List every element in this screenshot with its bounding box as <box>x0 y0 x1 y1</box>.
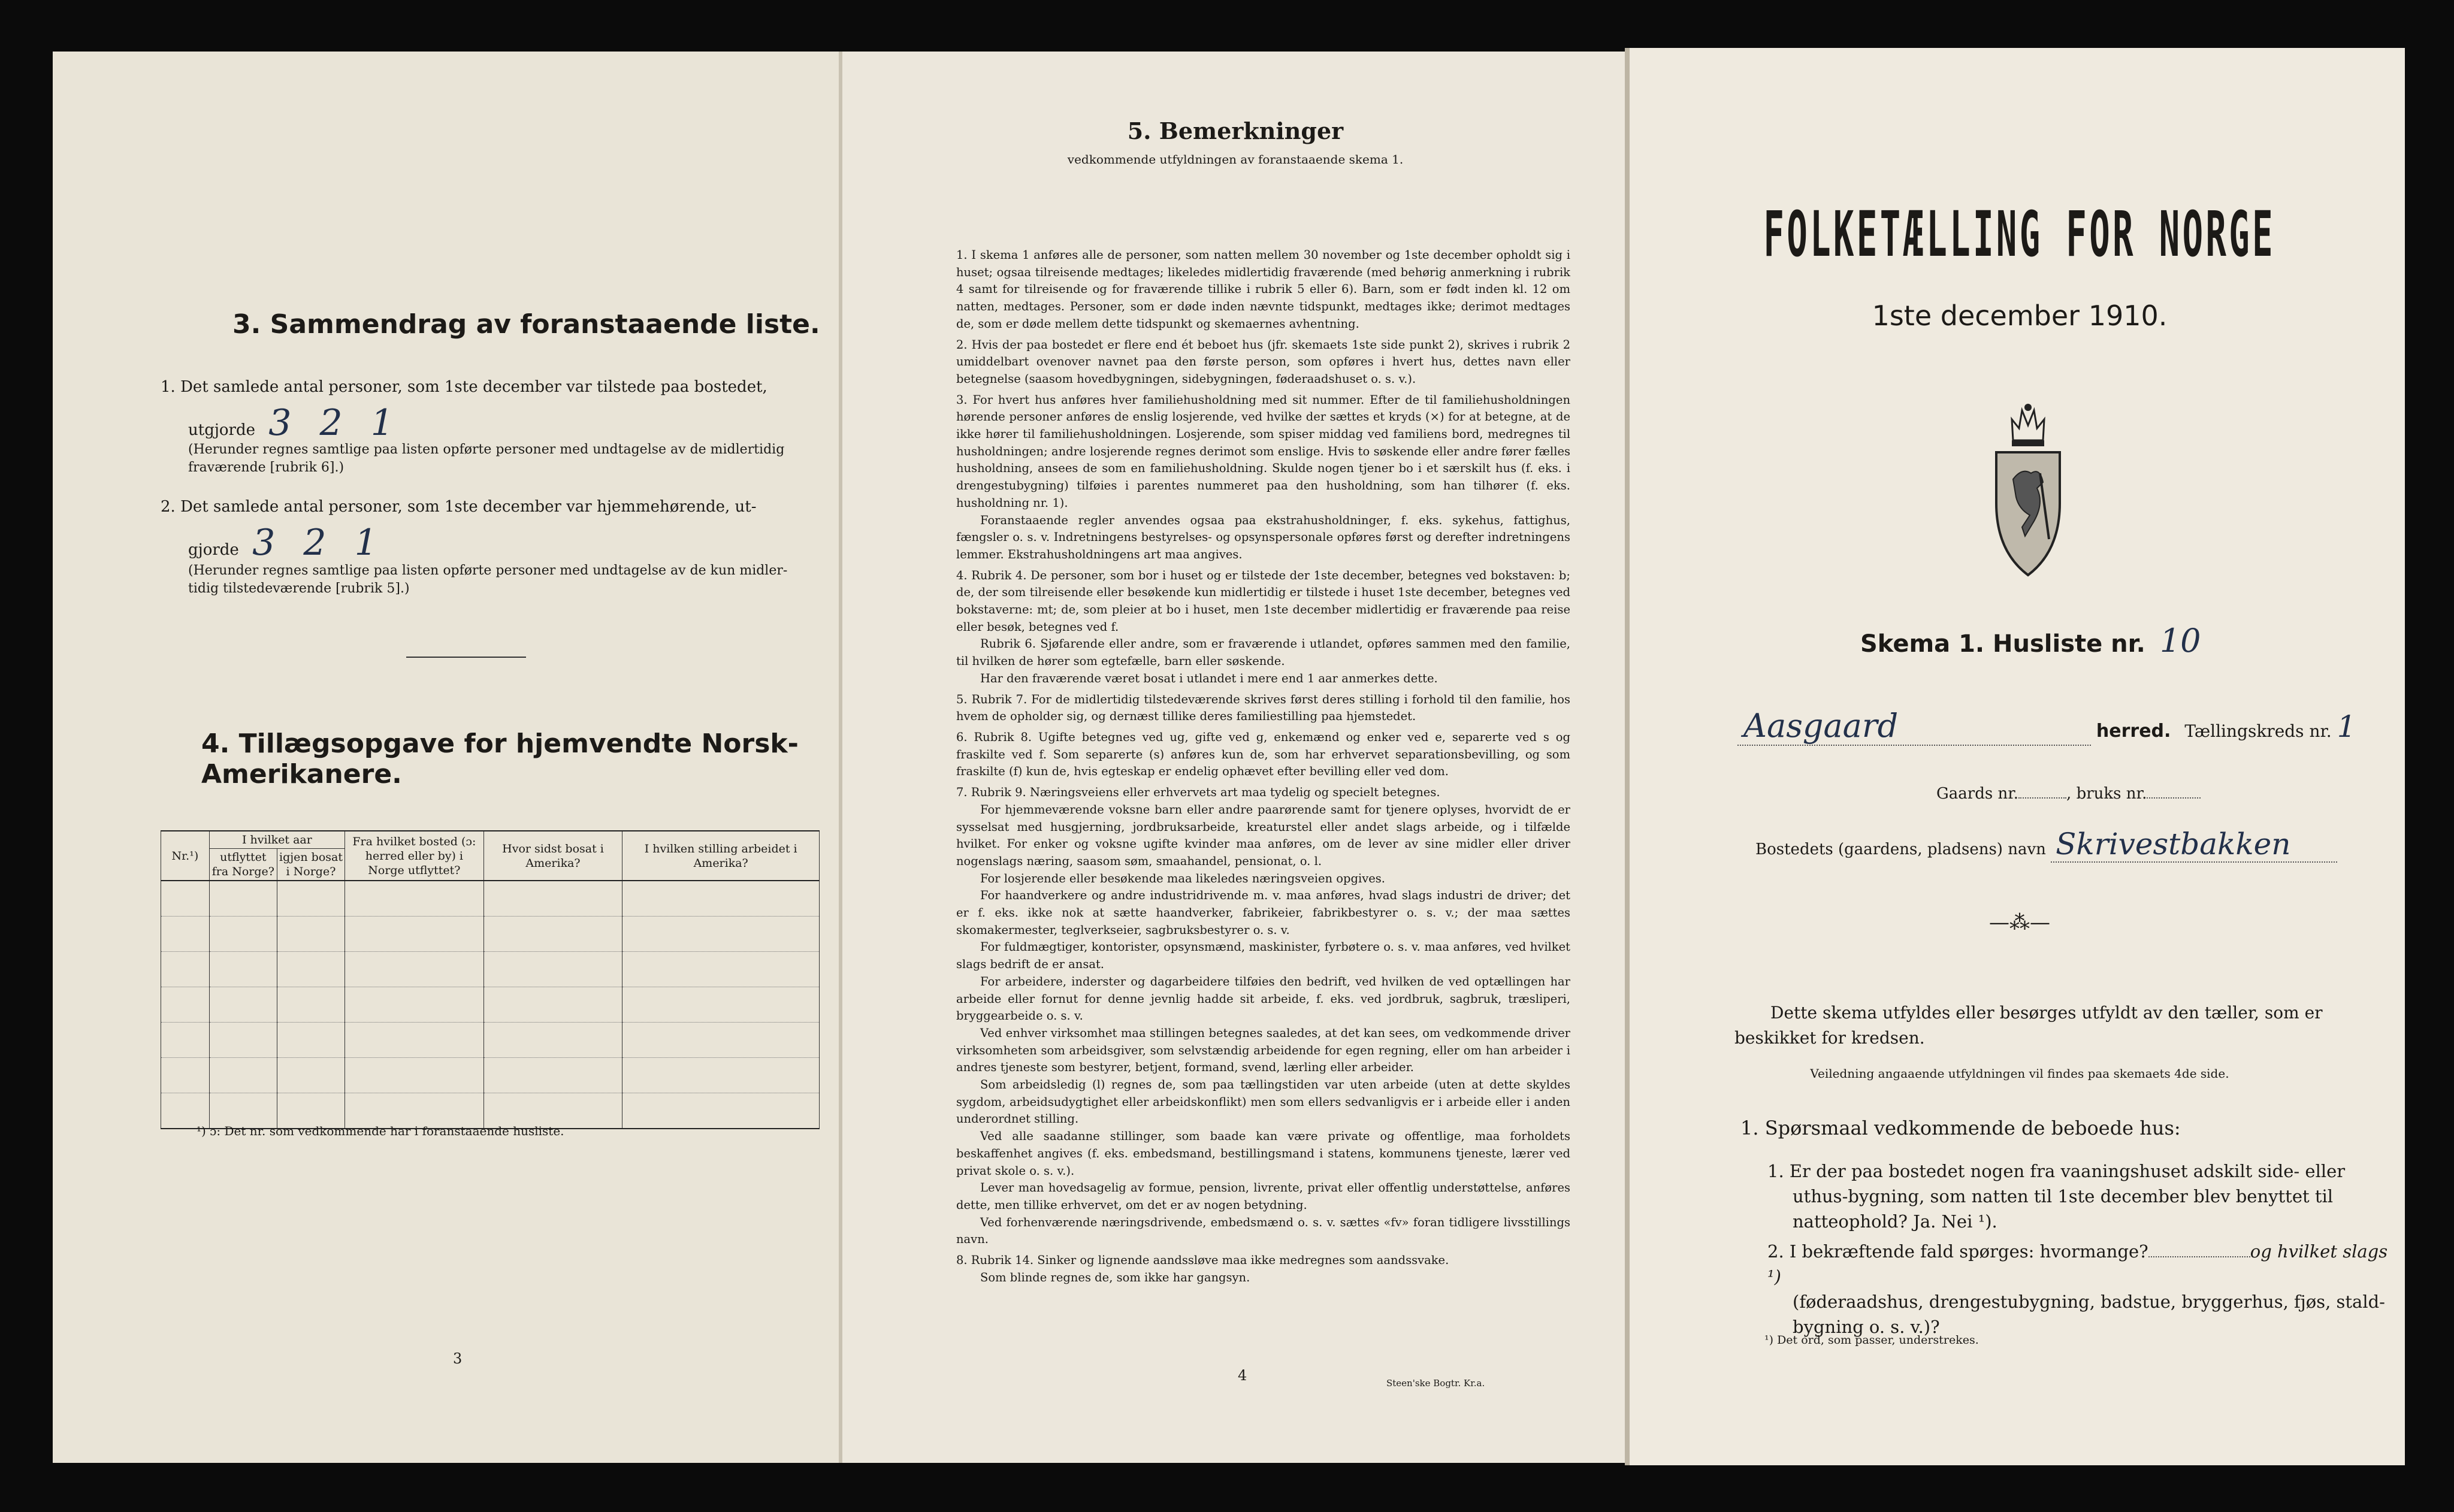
remark-paragraph: For losjerende eller besøkende maa likeledes næringsveien opgives. <box>980 871 1385 885</box>
census-date: 1ste december 1910. <box>1872 300 2168 332</box>
q2-line1b: og hvilket slags ¹) <box>1767 1241 2388 1287</box>
remarks-body <box>956 243 1570 1286</box>
q2-line1: 2. I bekræftende fald spørges: hvormange? <box>1767 1241 2148 1262</box>
remark-paragraph: For arbeidere, inderster og dagarbeidere tilføies den bedrift, ved hvilken de ved optællingen har arbeide eller fornut for denne jevnlig hadde sit arbeide, f. eks. ved jordbruk, sagbruk, træsliperi, bryggearbeide o. s. v. <box>956 974 1570 1023</box>
remarks-title: 5. Bemerkninger <box>1127 117 1344 144</box>
remark-paragraph: Som arbeidsledig (l) regnes de, som paa tællingstiden var uten arbeide (uten at dette skyldes sygdom, arbeidsudygtighet eller arbeidskonflikt) men som ellers sedvanligvis er i arbeide eller i anden underordnet stilling. <box>956 1078 1570 1126</box>
remark-paragraph: Ved alle saadanne stillinger, som baade kan være private og offentlige, maa forholdets beskaffenhet angives (f. eks. embedsmand, bestillingsmand i statens, kommunens tjeneste, lærer ved privat skole o. s. v.). <box>956 1129 1570 1178</box>
col-utflyttet: utflyttet fra Norge? <box>209 849 277 881</box>
table-row <box>161 1023 820 1058</box>
remark-paragraph: 7. Rubrik 9. Næringsveiens eller erhvervets art maa tydelig og specielt betegnes. <box>956 785 1440 800</box>
col-nr: Nr.¹) <box>161 831 210 881</box>
remark-paragraph: Rubrik 6. Sjøfarende eller andre, som er fraværende i utlandet, opføres sammen med den familie, til hvilken de hører som egtefælle, barn eller søskende. <box>956 637 1570 669</box>
q1-line2: uthus-bygning, som natten til 1ste december blev benyttet til <box>1793 1186 2334 1206</box>
right-page <box>1625 48 2405 1465</box>
item1-note2: fraværende [rubrik 6].) <box>188 460 344 475</box>
gaards-line: Gaards nr. , bruks nr. <box>1936 785 2201 803</box>
middle-page <box>839 52 1625 1463</box>
table-row <box>161 917 820 952</box>
col-fra-bosted: Fra hvilket bosted (ɔ: herred eller by) i Norge utflyttet? <box>345 831 484 881</box>
ornament: —⁂— <box>1989 911 2050 935</box>
section3-title: 3. Sammendrag av foranstaaende liste. <box>232 309 820 340</box>
bosted-line <box>1755 827 2390 863</box>
remark-paragraph: Som blinde regnes de, som ikke har gangsyn. <box>980 1270 1250 1284</box>
table-row <box>161 1058 820 1093</box>
item2-value: 3 2 1 <box>252 522 386 564</box>
col-stilling: I hvilken stilling arbeidet i Amerika? <box>622 831 820 881</box>
section4-title: 4. Tillægsopgave for hjemvendte Norsk-Amerikanere. <box>201 728 799 790</box>
remark-paragraph: Ved enhver virksomhet maa stillingen betegnes saaledes, at det kan sees, om vedkommende driver virksomheten som arbeidsgiver, som selvstændig arbeidende for egen regning, eller om han arbeider i andres tjeneste som bestyrer, betjent, formand, svend, lærling eller arbeider. <box>956 1026 1570 1075</box>
item2-note1: (Herunder regnes samtlige paa listen opførte personer med undtagelse av de kun midler- <box>188 563 788 578</box>
col-hvor-bosat: Hvor sidst bosat i Amerika? <box>483 831 622 881</box>
remark-paragraph: 1. I skema 1 anføres alle de personer, som natten mellem 30 november og 1ste december opholdt sig i huset; ogsaa tilreisende medtages; likeledes midlertidig fraværende (med behørig anmerkning i rubrik 4 samt for tilreisende og for fraværende tillike i rubrik 5 eller 6). Barn, som er født inden kl. 12 om natten, medtages. Personer, som er døde inden nævnte tidspunkt, medtages ikke; derimot medtages de, som er døde mellem dette tidspunkt og skemaernes avhentning. <box>956 248 1570 331</box>
table-row <box>161 952 820 987</box>
question-2 <box>1767 1239 2390 1339</box>
remark-paragraph: Foranstaaende regler anvendes ogsaa paa ekstrahusholdninger, f. eks. sykehus, fattighus, fængsler o. s. v. Indretningens bestyrelses- og opsynspersonale opføres først og derefter indretningens lemmer. Ekstrahusholdningens art maa angives. <box>956 513 1570 561</box>
table-row <box>161 987 820 1023</box>
remark-paragraph: 6. Rubrik 8. Ugifte betegnes ved ug, gifte ved g, enkemænd og enker ved e, separerte ved s og fraskilte ved f. Som separerte (s) anføres kun de, som har erhvervet separationsbevilling, og som fraskilte (f) kun de, hvis egteskap er endelig ophævet efter bevilling eller ved dom. <box>956 730 1570 779</box>
q1-line1: 1. Er der paa bostedet nogen fra vaaningshuset adskilt side- eller <box>1767 1161 2346 1181</box>
remark-paragraph: Lever man hovedsagelig av formue, pension, livrente, privat eller offentlig understøttelse, anføres dette, men tillike erhvervet, om det er av nogen betydning. <box>956 1181 1570 1212</box>
intro-line1: Dette skema utfyldes eller besørges utfyldt av den tæller, som er <box>1770 1003 2323 1023</box>
census-title: FOLKETÆLLING FOR NORGE <box>1763 198 2276 271</box>
remark-paragraph: Har den fraværende været bosat i utlandet i mere end 1 aar anmerkes dette. <box>980 671 1438 685</box>
herred-label: herred. <box>2096 721 2171 742</box>
veiledning-note: Veiledning angaaende utfyldningen vil findes paa skemaets 4de side. <box>1810 1066 2229 1081</box>
coat-of-arms-icon <box>1989 383 2067 581</box>
item1-note1: (Herunder regnes samtlige paa listen opførte personer med undtagelse av de midlertidig <box>188 442 785 457</box>
remark-paragraph: Ved forhenværende næringsdrivende, embedsmænd o. s. v. sættes «fv» foran tidligere livsstillings navn. <box>956 1215 1570 1247</box>
item1-value: 3 2 1 <box>268 402 402 444</box>
item2-line2 <box>188 522 386 564</box>
left-page <box>53 52 839 1463</box>
bosted-value: Skrivestbakken <box>2051 827 2337 863</box>
krets-value: 1 <box>2337 709 2356 744</box>
item1-line2 <box>188 402 402 444</box>
q2-line2: (føderaadshus, drengestubygning, badstue, bryggerhus, fjøs, stald- <box>1793 1292 2385 1312</box>
husliste-nr: 10 <box>2159 622 2201 660</box>
herred-line <box>1737 707 2396 746</box>
herred-value: Aasgaard <box>1737 707 2091 746</box>
item2-note2: tidig tilstedeværende [rubrik 5].) <box>188 581 410 596</box>
printer-mark: Steen'ske Bogtr. Kr.a. <box>1386 1378 1485 1389</box>
krets-label: Tællingskreds nr. <box>2184 721 2332 741</box>
remark-paragraph: 2. Hvis der paa bostedet er flere end ét beboet hus (jfr. skemaets 1ste side punkt 2), skrives i rubrik 2 umiddelbart ovenover navnet paa den første person, som opføres i hvert hus, dettes navn eller betegnelse (saasom hovedbygningen, sidebygningen, føderaadshuset o. s. v.). <box>956 337 1570 386</box>
norsk-amerikaner-table <box>161 830 820 1129</box>
bruks-label: bruks nr. <box>2076 785 2147 803</box>
intro-text <box>1734 1000 2370 1051</box>
q2-line3: bygning o. s. v.)? <box>1793 1317 1940 1337</box>
question-1 <box>1767 1159 2379 1234</box>
right-footnote: ¹) Det ord, som passer, understrekes. <box>1764 1333 1979 1347</box>
remarks-subtitle: vedkommende utfyldningen av foranstaaende skema 1. <box>1067 152 1404 167</box>
table-footnote: ¹) ɔ: Det nr. som vedkommende har i foranstaaende husliste. <box>197 1124 564 1138</box>
intro-line2: beskikket for kredsen. <box>1734 1028 1925 1048</box>
bosted-label: Bostedets (gaardens, pladsens) navn <box>1755 840 2046 858</box>
item1-line1: 1. Det samlede antal personer, som 1ste december var tilstede paa bostedet, <box>161 378 767 396</box>
item2-label: gjorde <box>188 541 239 559</box>
divider <box>406 657 526 658</box>
item2-line1: 2. Det samlede antal personer, som 1ste december var hjemmehørende, ut- <box>161 498 757 516</box>
remark-paragraph: 8. Rubrik 14. Sinker og lignende aandssløve maa ikke medregnes som aandssvake. <box>956 1253 1449 1268</box>
remark-paragraph: 5. Rubrik 7. For de midlertidig tilstedeværende skrives først deres stilling i forhold til den familie, hos hvem de opholder sig, og dernæst tillike deres familiestilling paa hjemstedet. <box>956 692 1570 724</box>
questions-heading: 1. Spørsmaal vedkommende de beboede hus: <box>1740 1117 2181 1139</box>
schema-line <box>1860 622 2201 660</box>
remark-paragraph: 3. For hvert hus anføres hver familiehusholdning med sit nummer. Efter de til familiehusholdningen hørende personer anføres de enslig losjerende, ved hvilke der sættes et kryds (×) for at betegne, at de ikke hører til familiehusholdningen. Losjerende, som spiser middag ved familiens bord, medregnes til husholdningen; andre losjerende regnes derimot som enslige. Hvis to søskende eller andre fører fælles husholdning, ansees de som en familiehusholdning. Skulde nogen tjener bo i et særskilt hus (f. eks. i drengestubygning) tilføies i parentes nummeret paa den husholdning, som han tilhører (f. eks. husholdning nr. 1). <box>956 392 1570 510</box>
page-number: 3 <box>453 1350 463 1367</box>
gaards-label: Gaards nr. <box>1936 785 2019 803</box>
remark-paragraph: For hjemmeværende voksne barn eller andre paarørende samt for tjenere oplyses, hvorvidt de er sysselsat med husgjerning, jordbruksarbeide, kreaturstel eller andet slags arbeide, og i tilfælde hvilket. For enker og voksne ugifte kvinder maa anføres, om de lever av sine midler eller driver nogenslags næring, saasom søm, smaahandel, pensionat, o. l. <box>956 802 1570 868</box>
table-row <box>161 881 820 917</box>
q1-line3: natteophold? Ja. Nei ¹). <box>1793 1211 1997 1232</box>
schema-label: Skema 1. Husliste nr. <box>1860 630 2145 658</box>
remark-paragraph: 4. Rubrik 4. De personer, som bor i huset og er tilstede der 1ste december, betegnes ved bokstaven: b; de, der som tilreisende eller besøkende kun midlertidig er tilstede i huset 1ste december, betegnes ved bokstaverne: mt; de, som pleier at bo i huset, men 1ste december midlertidig er fraværende paa reise eller besøk, betegnes ved f. <box>956 568 1570 634</box>
remark-paragraph: For fuldmægtiger, kontorister, opsynsmænd, maskinister, fyrbøtere o. s. v. maa anføres, ved hvilket slags bedrift de er ansat. <box>956 940 1570 972</box>
item1-label: utgjorde <box>188 421 256 439</box>
col-igjen-bosat: igjen bosat i Norge? <box>277 849 344 881</box>
page-number: 4 <box>1238 1367 1247 1384</box>
col-group-year: I hvilket aar <box>209 831 344 849</box>
remark-paragraph: For haandverkere og andre industridrivende m. v. maa anføres, hvad slags industri de driver; det er f. eks. ikke nok at sætte haandverker, fabrikeier, fabrikbestyrer o. s. v.; der maa sættes skomakermester, teglverkseier, sagbruksbestyrer o. s. v. <box>956 888 1570 937</box>
